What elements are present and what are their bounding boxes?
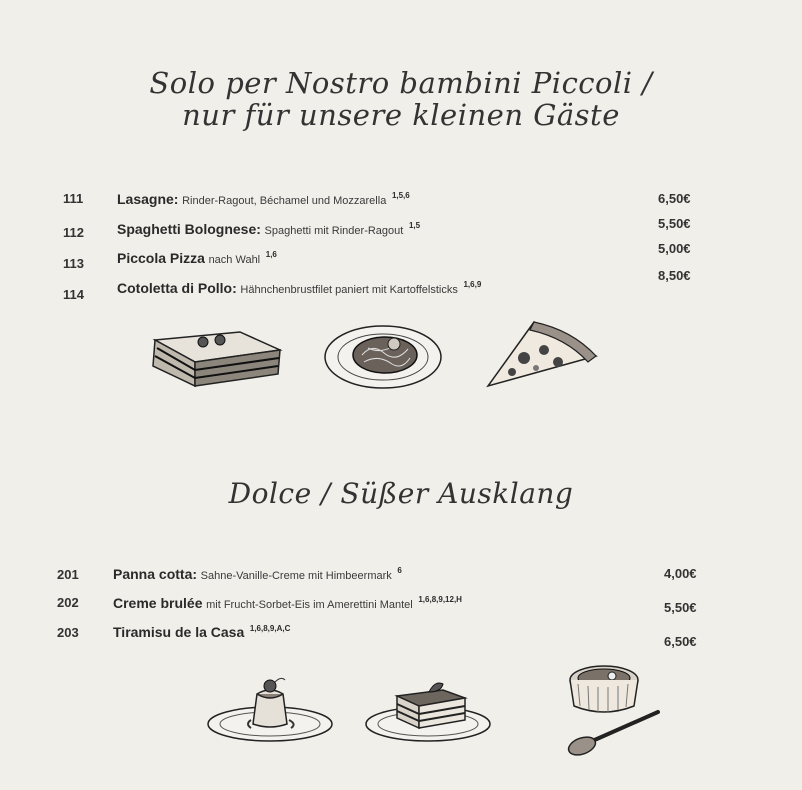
item-text bbox=[113, 624, 290, 640]
item-number: 114 bbox=[63, 287, 84, 302]
item-number: 112 bbox=[63, 225, 84, 240]
panna-cotta-illustration bbox=[205, 672, 335, 744]
item-description: nach Wahl bbox=[208, 254, 261, 266]
item-price: 8,50€ bbox=[658, 268, 691, 283]
pizza-slice-illustration bbox=[484, 320, 599, 390]
item-description: Rinder-Ragout, Béchamel und Mozzarella bbox=[182, 195, 387, 207]
item-name: Piccola Pizza bbox=[117, 250, 205, 266]
item-description: Spaghetti mit Rinder-Ragout bbox=[264, 225, 404, 237]
item-allergens: 1,6,8,9,12,H bbox=[418, 595, 462, 604]
item-text bbox=[117, 191, 410, 207]
item-name: Spaghetti Bolognese: bbox=[117, 221, 261, 237]
item-price: 5,00€ bbox=[658, 241, 691, 256]
creme-brulee-illustration bbox=[556, 650, 666, 768]
tiramisu-illustration bbox=[363, 672, 493, 744]
item-name: Panna cotta: bbox=[113, 566, 198, 582]
item-text bbox=[113, 595, 462, 611]
item-number: 201 bbox=[57, 567, 79, 582]
section-title-kids-line1: Solo per Nostro bambini Piccoli / bbox=[149, 66, 653, 100]
item-name: Cotoletta di Pollo: bbox=[117, 280, 237, 296]
item-allergens: 1,6,8,9,A,C bbox=[249, 624, 291, 633]
item-text bbox=[117, 280, 481, 296]
item-allergens: 1,5 bbox=[408, 221, 421, 230]
item-name: Tiramisu de la Casa bbox=[113, 624, 245, 640]
item-allergens: 1,6,9 bbox=[463, 280, 482, 289]
item-price: 6,50€ bbox=[664, 634, 697, 649]
item-name: Creme brulée bbox=[113, 595, 203, 611]
item-price: 5,50€ bbox=[664, 600, 697, 615]
lasagna-illustration bbox=[145, 320, 285, 390]
item-description: Hähnchenbrustfilet paniert mit Kartoffelsticks bbox=[240, 284, 458, 296]
item-price: 4,00€ bbox=[664, 566, 697, 581]
section-title-dessert: Dolce / Süßer Ausklang bbox=[228, 477, 574, 510]
spaghetti-plate-illustration bbox=[322, 320, 444, 390]
item-number: 111 bbox=[63, 191, 84, 206]
item-allergens: 1,6 bbox=[265, 250, 277, 259]
item-text bbox=[117, 250, 277, 266]
item-number: 203 bbox=[57, 625, 79, 640]
item-name: Lasagne: bbox=[117, 191, 179, 207]
item-price: 5,50€ bbox=[658, 216, 691, 231]
item-text bbox=[117, 221, 420, 237]
item-allergens: 6 bbox=[397, 566, 402, 575]
item-number: 113 bbox=[63, 256, 84, 271]
item-price: 6,50€ bbox=[658, 191, 691, 206]
item-description: Sahne-Vanille-Creme mit Himbeermark bbox=[200, 570, 392, 582]
section-title-kids-line2: nur für unsere kleinen Gäste bbox=[182, 98, 620, 132]
item-number: 202 bbox=[57, 595, 79, 610]
item-description: mit Frucht-Sorbet-Eis im Amerettini Mantel bbox=[206, 599, 413, 611]
item-text bbox=[113, 566, 402, 582]
item-allergens: 1,5,6 bbox=[391, 191, 410, 200]
